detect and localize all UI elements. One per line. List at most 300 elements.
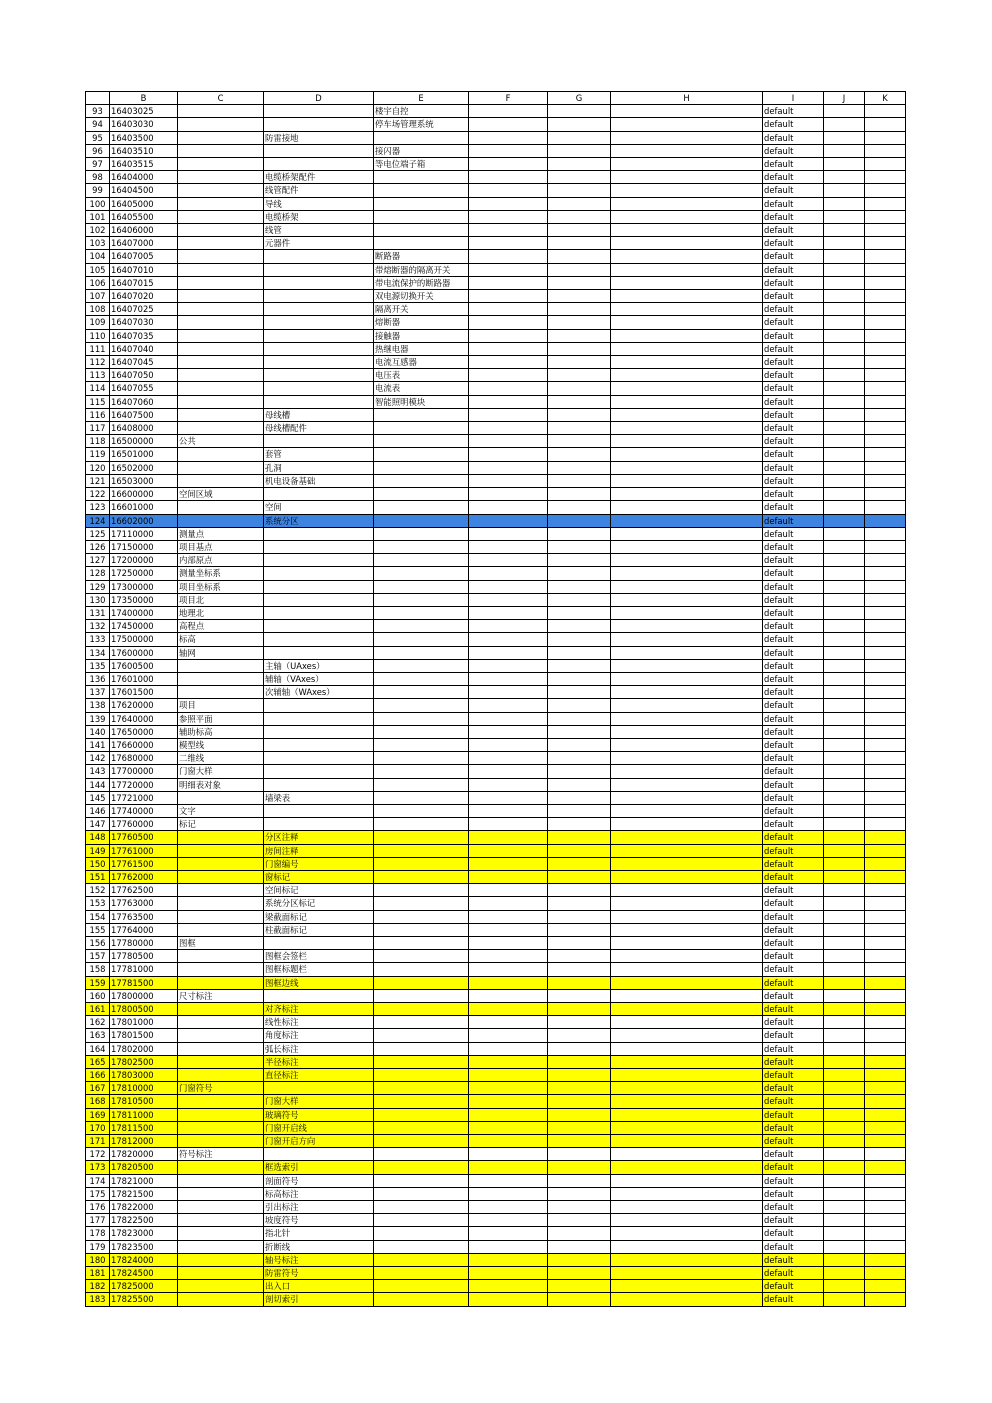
cell-j[interactable] — [824, 1201, 865, 1214]
cell-j[interactable] — [824, 976, 865, 989]
cell-h[interactable] — [611, 250, 763, 263]
table-row[interactable] — [86, 303, 906, 316]
cell-g[interactable] — [548, 1187, 611, 1200]
item-cell[interactable] — [374, 567, 469, 580]
cell-h[interactable] — [611, 1293, 763, 1306]
cell-g[interactable] — [548, 474, 611, 487]
cell-f[interactable] — [469, 263, 548, 276]
cell-h[interactable] — [611, 131, 763, 144]
item-cell[interactable]: 带电流保护的断路器 — [374, 276, 469, 289]
cell-h[interactable] — [611, 210, 763, 223]
category-cell[interactable] — [178, 303, 264, 316]
cell-g[interactable] — [548, 290, 611, 303]
cell-h[interactable] — [611, 686, 763, 699]
row-number-cell[interactable]: 178 — [86, 1227, 110, 1240]
category-cell[interactable]: 图框 — [178, 937, 264, 950]
cell-j[interactable] — [824, 105, 865, 118]
cell-j[interactable] — [824, 818, 865, 831]
code-cell[interactable]: 17820500 — [110, 1161, 178, 1174]
cell-f[interactable] — [469, 1214, 548, 1227]
category-cell[interactable] — [178, 342, 264, 355]
cell-g[interactable] — [548, 316, 611, 329]
category-cell[interactable] — [178, 448, 264, 461]
item-cell[interactable] — [374, 923, 469, 936]
row-number-cell[interactable]: 150 — [86, 857, 110, 870]
table-row[interactable] — [86, 197, 906, 210]
item-cell[interactable] — [374, 765, 469, 778]
cell-f[interactable] — [469, 712, 548, 725]
table-row[interactable] — [86, 752, 906, 765]
code-cell[interactable]: 17822500 — [110, 1214, 178, 1227]
category-cell[interactable]: 项目基点 — [178, 540, 264, 553]
cell-h[interactable] — [611, 501, 763, 514]
subcategory-cell[interactable]: 弧长标注 — [264, 1042, 374, 1055]
item-cell[interactable] — [374, 514, 469, 527]
cell-j[interactable] — [824, 501, 865, 514]
code-cell[interactable]: 17801500 — [110, 1029, 178, 1042]
code-cell[interactable]: 17825000 — [110, 1280, 178, 1293]
code-cell[interactable]: 17810000 — [110, 1082, 178, 1095]
code-cell[interactable]: 16404000 — [110, 171, 178, 184]
item-cell[interactable] — [374, 131, 469, 144]
cell-f[interactable] — [469, 976, 548, 989]
cell-j[interactable] — [824, 1227, 865, 1240]
table-row[interactable] — [86, 118, 906, 131]
table-row[interactable] — [86, 461, 906, 474]
cell-f[interactable] — [469, 1293, 548, 1306]
cell-j[interactable] — [824, 263, 865, 276]
cell-g[interactable] — [548, 1042, 611, 1055]
item-cell[interactable] — [374, 184, 469, 197]
cell-g[interactable] — [548, 501, 611, 514]
cell-k[interactable] — [865, 1201, 906, 1214]
row-number-cell[interactable]: 96 — [86, 144, 110, 157]
cell-k[interactable] — [865, 1253, 906, 1266]
cell-g[interactable] — [548, 144, 611, 157]
cell-k[interactable] — [865, 989, 906, 1002]
cell-f[interactable] — [469, 1148, 548, 1161]
table-row[interactable] — [86, 1055, 906, 1068]
row-number-cell[interactable]: 157 — [86, 950, 110, 963]
cell-h[interactable] — [611, 1082, 763, 1095]
code-cell[interactable]: 17300000 — [110, 580, 178, 593]
category-cell[interactable] — [178, 1201, 264, 1214]
cell-j[interactable] — [824, 752, 865, 765]
cell-f[interactable] — [469, 1121, 548, 1134]
row-number-cell[interactable]: 133 — [86, 633, 110, 646]
cell-f[interactable] — [469, 540, 548, 553]
cell-k[interactable] — [865, 1174, 906, 1187]
style-cell[interactable]: default — [763, 369, 824, 382]
style-cell[interactable]: default — [763, 699, 824, 712]
cell-g[interactable] — [548, 237, 611, 250]
cell-j[interactable] — [824, 580, 865, 593]
column-header-e[interactable]: E — [374, 92, 469, 105]
cell-f[interactable] — [469, 342, 548, 355]
cell-h[interactable] — [611, 118, 763, 131]
cell-k[interactable] — [865, 369, 906, 382]
item-cell[interactable] — [374, 699, 469, 712]
cell-j[interactable] — [824, 738, 865, 751]
cell-g[interactable] — [548, 923, 611, 936]
cell-f[interactable] — [469, 937, 548, 950]
subcategory-cell[interactable] — [264, 369, 374, 382]
item-cell[interactable] — [374, 488, 469, 501]
cell-k[interactable] — [865, 1082, 906, 1095]
table-row[interactable] — [86, 923, 906, 936]
cell-g[interactable] — [548, 646, 611, 659]
row-number-cell[interactable]: 120 — [86, 461, 110, 474]
cell-g[interactable] — [548, 1280, 611, 1293]
category-cell[interactable] — [178, 474, 264, 487]
cell-k[interactable] — [865, 593, 906, 606]
style-cell[interactable]: default — [763, 857, 824, 870]
code-cell[interactable]: 16407020 — [110, 290, 178, 303]
row-number-cell[interactable]: 122 — [86, 488, 110, 501]
subcategory-cell[interactable]: 门窗开启方向 — [264, 1135, 374, 1148]
category-cell[interactable] — [178, 210, 264, 223]
category-cell[interactable]: 公共 — [178, 435, 264, 448]
cell-j[interactable] — [824, 461, 865, 474]
category-cell[interactable] — [178, 105, 264, 118]
code-cell[interactable]: 17600000 — [110, 646, 178, 659]
style-cell[interactable]: default — [763, 474, 824, 487]
row-number-cell[interactable]: 119 — [86, 448, 110, 461]
cell-f[interactable] — [469, 1055, 548, 1068]
cell-j[interactable] — [824, 606, 865, 619]
cell-g[interactable] — [548, 1148, 611, 1161]
item-cell[interactable] — [374, 752, 469, 765]
cell-g[interactable] — [548, 976, 611, 989]
cell-j[interactable] — [824, 1214, 865, 1227]
item-cell[interactable] — [374, 422, 469, 435]
cell-k[interactable] — [865, 672, 906, 685]
cell-h[interactable] — [611, 329, 763, 342]
table-row[interactable] — [86, 329, 906, 342]
code-cell[interactable]: 17780000 — [110, 937, 178, 950]
row-number-cell[interactable]: 172 — [86, 1148, 110, 1161]
subcategory-cell[interactable]: 线性标注 — [264, 1016, 374, 1029]
cell-f[interactable] — [469, 778, 548, 791]
row-number-cell[interactable]: 145 — [86, 791, 110, 804]
row-number-cell[interactable]: 146 — [86, 804, 110, 817]
cell-k[interactable] — [865, 752, 906, 765]
cell-h[interactable] — [611, 950, 763, 963]
category-cell[interactable] — [178, 131, 264, 144]
row-number-cell[interactable]: 173 — [86, 1161, 110, 1174]
cell-g[interactable] — [548, 382, 611, 395]
cell-k[interactable] — [865, 778, 906, 791]
style-cell[interactable]: default — [763, 844, 824, 857]
cell-h[interactable] — [611, 356, 763, 369]
cell-h[interactable] — [611, 725, 763, 738]
cell-g[interactable] — [548, 699, 611, 712]
subcategory-cell[interactable] — [264, 276, 374, 289]
category-cell[interactable] — [178, 382, 264, 395]
column-header-corner[interactable] — [86, 92, 110, 105]
cell-k[interactable] — [865, 435, 906, 448]
cell-j[interactable] — [824, 765, 865, 778]
style-cell[interactable]: default — [763, 884, 824, 897]
cell-k[interactable] — [865, 804, 906, 817]
style-cell[interactable]: default — [763, 554, 824, 567]
item-cell[interactable] — [374, 1214, 469, 1227]
subcategory-cell[interactable] — [264, 752, 374, 765]
subcategory-cell[interactable]: 剖切索引 — [264, 1293, 374, 1306]
cell-j[interactable] — [824, 356, 865, 369]
cell-k[interactable] — [865, 738, 906, 751]
table-row[interactable] — [86, 672, 906, 685]
style-cell[interactable]: default — [763, 633, 824, 646]
style-cell[interactable]: default — [763, 672, 824, 685]
cell-f[interactable] — [469, 461, 548, 474]
item-cell[interactable]: 接闪器 — [374, 144, 469, 157]
row-number-cell[interactable]: 144 — [86, 778, 110, 791]
style-cell[interactable]: default — [763, 316, 824, 329]
cell-h[interactable] — [611, 593, 763, 606]
cell-k[interactable] — [865, 488, 906, 501]
item-cell[interactable] — [374, 1201, 469, 1214]
subcategory-cell[interactable]: 次辅轴（WAxes） — [264, 686, 374, 699]
cell-j[interactable] — [824, 224, 865, 237]
item-cell[interactable] — [374, 818, 469, 831]
cell-j[interactable] — [824, 144, 865, 157]
row-number-cell[interactable]: 125 — [86, 527, 110, 540]
cell-g[interactable] — [548, 1016, 611, 1029]
table-row[interactable] — [86, 1016, 906, 1029]
item-cell[interactable]: 带熔断器的隔离开关 — [374, 263, 469, 276]
cell-k[interactable] — [865, 303, 906, 316]
category-cell[interactable]: 项目坐标系 — [178, 580, 264, 593]
style-cell[interactable]: default — [763, 105, 824, 118]
cell-h[interactable] — [611, 540, 763, 553]
item-cell[interactable]: 楼宇自控 — [374, 105, 469, 118]
cell-f[interactable] — [469, 857, 548, 870]
cell-j[interactable] — [824, 804, 865, 817]
cell-j[interactable] — [824, 1293, 865, 1306]
category-cell[interactable] — [178, 197, 264, 210]
cell-h[interactable] — [611, 382, 763, 395]
item-cell[interactable] — [374, 606, 469, 619]
table-row[interactable] — [86, 950, 906, 963]
subcategory-cell[interactable]: 孔洞 — [264, 461, 374, 474]
category-cell[interactable]: 参照平面 — [178, 712, 264, 725]
column-header-k[interactable]: K — [865, 92, 906, 105]
style-cell[interactable]: default — [763, 329, 824, 342]
row-number-cell[interactable]: 169 — [86, 1108, 110, 1121]
cell-j[interactable] — [824, 593, 865, 606]
table-row[interactable] — [86, 765, 906, 778]
code-cell[interactable]: 17720000 — [110, 778, 178, 791]
style-cell[interactable]: default — [763, 963, 824, 976]
cell-k[interactable] — [865, 686, 906, 699]
cell-g[interactable] — [548, 989, 611, 1002]
cell-j[interactable] — [824, 448, 865, 461]
code-cell[interactable]: 16405500 — [110, 210, 178, 223]
row-number-cell[interactable]: 147 — [86, 818, 110, 831]
subcategory-cell[interactable] — [264, 554, 374, 567]
cell-k[interactable] — [865, 633, 906, 646]
item-cell[interactable] — [374, 1042, 469, 1055]
cell-f[interactable] — [469, 1187, 548, 1200]
subcategory-cell[interactable] — [264, 435, 374, 448]
category-cell[interactable] — [178, 950, 264, 963]
column-header-b[interactable]: B — [110, 92, 178, 105]
category-cell[interactable]: 门窗大样 — [178, 765, 264, 778]
style-cell[interactable]: default — [763, 567, 824, 580]
cell-k[interactable] — [865, 923, 906, 936]
row-number-cell[interactable]: 126 — [86, 540, 110, 553]
cell-g[interactable] — [548, 1121, 611, 1134]
cell-g[interactable] — [548, 791, 611, 804]
row-number-cell[interactable]: 129 — [86, 580, 110, 593]
cell-h[interactable] — [611, 1121, 763, 1134]
subcategory-cell[interactable]: 框选索引 — [264, 1161, 374, 1174]
subcategory-cell[interactable] — [264, 263, 374, 276]
table-row[interactable] — [86, 263, 906, 276]
cell-f[interactable] — [469, 395, 548, 408]
cell-f[interactable] — [469, 870, 548, 883]
table-row[interactable] — [86, 857, 906, 870]
cell-f[interactable] — [469, 606, 548, 619]
cell-f[interactable] — [469, 290, 548, 303]
cell-g[interactable] — [548, 171, 611, 184]
style-cell[interactable]: default — [763, 382, 824, 395]
cell-h[interactable] — [611, 712, 763, 725]
table-row[interactable] — [86, 593, 906, 606]
cell-j[interactable] — [824, 1135, 865, 1148]
code-cell[interactable]: 17821500 — [110, 1187, 178, 1200]
subcategory-cell[interactable] — [264, 144, 374, 157]
table-row[interactable] — [86, 580, 906, 593]
code-cell[interactable]: 16501000 — [110, 448, 178, 461]
row-number-cell[interactable]: 93 — [86, 105, 110, 118]
table-row[interactable] — [86, 540, 906, 553]
code-cell[interactable]: 16403510 — [110, 144, 178, 157]
style-cell[interactable]: default — [763, 646, 824, 659]
code-cell[interactable]: 17825500 — [110, 1293, 178, 1306]
item-cell[interactable]: 熔断器 — [374, 316, 469, 329]
table-row[interactable] — [86, 1214, 906, 1227]
cell-f[interactable] — [469, 316, 548, 329]
cell-j[interactable] — [824, 1267, 865, 1280]
style-cell[interactable]: default — [763, 184, 824, 197]
category-cell[interactable] — [178, 1016, 264, 1029]
cell-f[interactable] — [469, 158, 548, 171]
code-cell[interactable]: 17763500 — [110, 910, 178, 923]
row-number-cell[interactable]: 101 — [86, 210, 110, 223]
cell-j[interactable] — [824, 884, 865, 897]
column-header-d[interactable]: D — [264, 92, 374, 105]
cell-f[interactable] — [469, 1267, 548, 1280]
subcategory-cell[interactable]: 出入口 — [264, 1280, 374, 1293]
item-cell[interactable] — [374, 1095, 469, 1108]
cell-f[interactable] — [469, 1240, 548, 1253]
item-cell[interactable] — [374, 1082, 469, 1095]
row-number-cell[interactable]: 166 — [86, 1069, 110, 1082]
row-number-cell[interactable]: 136 — [86, 672, 110, 685]
code-cell[interactable]: 16600000 — [110, 488, 178, 501]
style-cell[interactable]: default — [763, 1016, 824, 1029]
code-cell[interactable]: 16503000 — [110, 474, 178, 487]
code-cell[interactable]: 16407500 — [110, 408, 178, 421]
code-cell[interactable]: 16407015 — [110, 276, 178, 289]
category-cell[interactable] — [178, 290, 264, 303]
cell-k[interactable] — [865, 1029, 906, 1042]
style-cell[interactable]: default — [763, 712, 824, 725]
table-row[interactable] — [86, 1187, 906, 1200]
subcategory-cell[interactable]: 主轴（UAxes） — [264, 659, 374, 672]
cell-k[interactable] — [865, 501, 906, 514]
row-number-cell[interactable]: 176 — [86, 1201, 110, 1214]
cell-k[interactable] — [865, 1293, 906, 1306]
cell-f[interactable] — [469, 884, 548, 897]
subcategory-cell[interactable] — [264, 606, 374, 619]
category-cell[interactable] — [178, 884, 264, 897]
cell-j[interactable] — [824, 897, 865, 910]
cell-h[interactable] — [611, 738, 763, 751]
cell-g[interactable] — [548, 422, 611, 435]
category-cell[interactable] — [178, 1253, 264, 1266]
item-cell[interactable] — [374, 1280, 469, 1293]
cell-j[interactable] — [824, 382, 865, 395]
table-row[interactable] — [86, 1267, 906, 1280]
style-cell[interactable]: default — [763, 818, 824, 831]
code-cell[interactable]: 16404500 — [110, 184, 178, 197]
subcategory-cell[interactable]: 防雷符号 — [264, 1267, 374, 1280]
cell-g[interactable] — [548, 224, 611, 237]
cell-k[interactable] — [865, 870, 906, 883]
cell-k[interactable] — [865, 897, 906, 910]
cell-h[interactable] — [611, 422, 763, 435]
table-row[interactable] — [86, 804, 906, 817]
style-cell[interactable]: default — [763, 131, 824, 144]
item-cell[interactable] — [374, 171, 469, 184]
cell-h[interactable] — [611, 897, 763, 910]
code-cell[interactable]: 17150000 — [110, 540, 178, 553]
cell-g[interactable] — [548, 329, 611, 342]
subcategory-cell[interactable]: 防雷接地 — [264, 131, 374, 144]
cell-j[interactable] — [824, 290, 865, 303]
cell-f[interactable] — [469, 448, 548, 461]
style-cell[interactable]: default — [763, 752, 824, 765]
cell-g[interactable] — [548, 752, 611, 765]
cell-k[interactable] — [865, 1003, 906, 1016]
cell-j[interactable] — [824, 488, 865, 501]
code-cell[interactable]: 16403025 — [110, 105, 178, 118]
style-cell[interactable]: default — [763, 1069, 824, 1082]
cell-g[interactable] — [548, 804, 611, 817]
table-row[interactable] — [86, 356, 906, 369]
code-cell[interactable]: 16407055 — [110, 382, 178, 395]
style-cell[interactable]: default — [763, 276, 824, 289]
cell-j[interactable] — [824, 329, 865, 342]
cell-k[interactable] — [865, 263, 906, 276]
category-cell[interactable] — [178, 1069, 264, 1082]
cell-k[interactable] — [865, 765, 906, 778]
subcategory-cell[interactable]: 空间 — [264, 501, 374, 514]
cell-j[interactable] — [824, 1069, 865, 1082]
code-cell[interactable]: 17810500 — [110, 1095, 178, 1108]
category-cell[interactable]: 内部原点 — [178, 554, 264, 567]
table-row[interactable] — [86, 884, 906, 897]
subcategory-cell[interactable] — [264, 937, 374, 950]
code-cell[interactable]: 17500000 — [110, 633, 178, 646]
subcategory-cell[interactable]: 梁截面标记 — [264, 910, 374, 923]
table-row[interactable] — [86, 1108, 906, 1121]
cell-f[interactable] — [469, 699, 548, 712]
subcategory-cell[interactable]: 电缆桥架 — [264, 210, 374, 223]
